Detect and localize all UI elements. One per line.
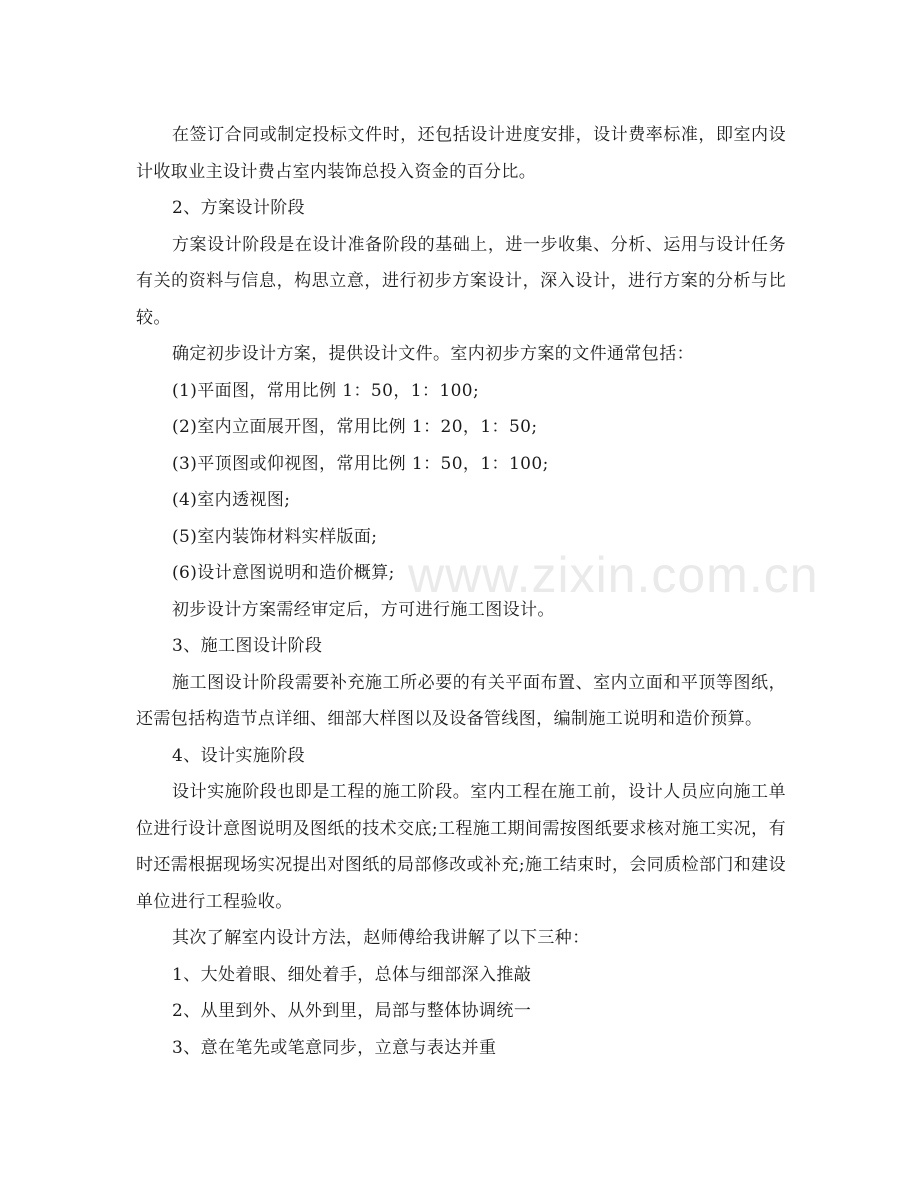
method-item-3: 3、意在笔先或笔意同步，立意与表达并重 — [172, 1037, 497, 1058]
paragraph-scheme-design: 方案设计阶段是在设计准备阶段的基础上，进一步收集、分析、运用与设计任务有关的资料与信息，构思立意，进行初步方案设计，深入设计，进行方案的分析与比较。 — [136, 234, 786, 328]
paragraph-approval: 初步设计方案需经审定后，方可进行施工图设计。 — [172, 599, 555, 620]
list-item-elevation: (2)室内立面展开图，常用比例 1：20，1：50; — [172, 417, 538, 437]
list-item-ceiling-plan: (3)平顶图或仰视图，常用比例 1：50，1：100; — [172, 453, 549, 474]
paragraph-contract-note: 在签订合同或制定投标文件时，还包括设计进度安排，设计费率标准，即室内设计收取业主设计费占室内装饰总投入资金的百分比。 — [136, 125, 786, 182]
watermark-text: www.zixin.com.cn — [408, 547, 819, 603]
paragraph-construction-drawing: 施工图设计阶段需要补充施工所必要的有关平面布置、室内立面和平顶等图纸，还需包括构造节点详细、细部大样图以及设备管线图，编制施工说明和造价预算。 — [136, 672, 786, 729]
list-item-design-notes: (6)设计意图说明和造价概算; — [172, 563, 395, 583]
list-item-perspective: (4)室内透视图; — [172, 490, 291, 510]
document-body — [136, 117, 786, 1066]
paragraph-preliminary-files: 确定初步设计方案，提供设计文件。室内初步方案的文件通常包括： — [172, 344, 694, 364]
paragraph-design-methods: 其次了解室内设计方法，赵师傅给我讲解了以下三种： — [172, 928, 590, 948]
method-item-2: 2、从里到外、从外到里，局部与整体协调统一 — [172, 1001, 532, 1021]
heading-construction-drawing: 3、施工图设计阶段 — [172, 636, 323, 656]
method-item-1: 1、大处着眼、细处着手，总体与细部深入推敲 — [172, 964, 532, 985]
paragraph-implementation: 设计实施阶段也即是工程的施工阶段。室内工程在施工前，设计人员应向施工单位进行设计意图说明及图纸的技术交底;工程施工期间需按图纸要求核对施工实况，有时还需根据现场实况提出对图纸的局部修改或补充;施工结束时，会同质检部门和建设单位进行工程验收。 — [136, 782, 786, 912]
list-item-floor-plan: (1)平面图，常用比例 1：50，1：100; — [172, 380, 480, 401]
heading-scheme-design: 2、方案设计阶段 — [172, 198, 306, 218]
heading-implementation: 4、设计实施阶段 — [172, 745, 306, 766]
list-item-material-board: (5)室内装饰材料实样版面; — [172, 526, 378, 547]
